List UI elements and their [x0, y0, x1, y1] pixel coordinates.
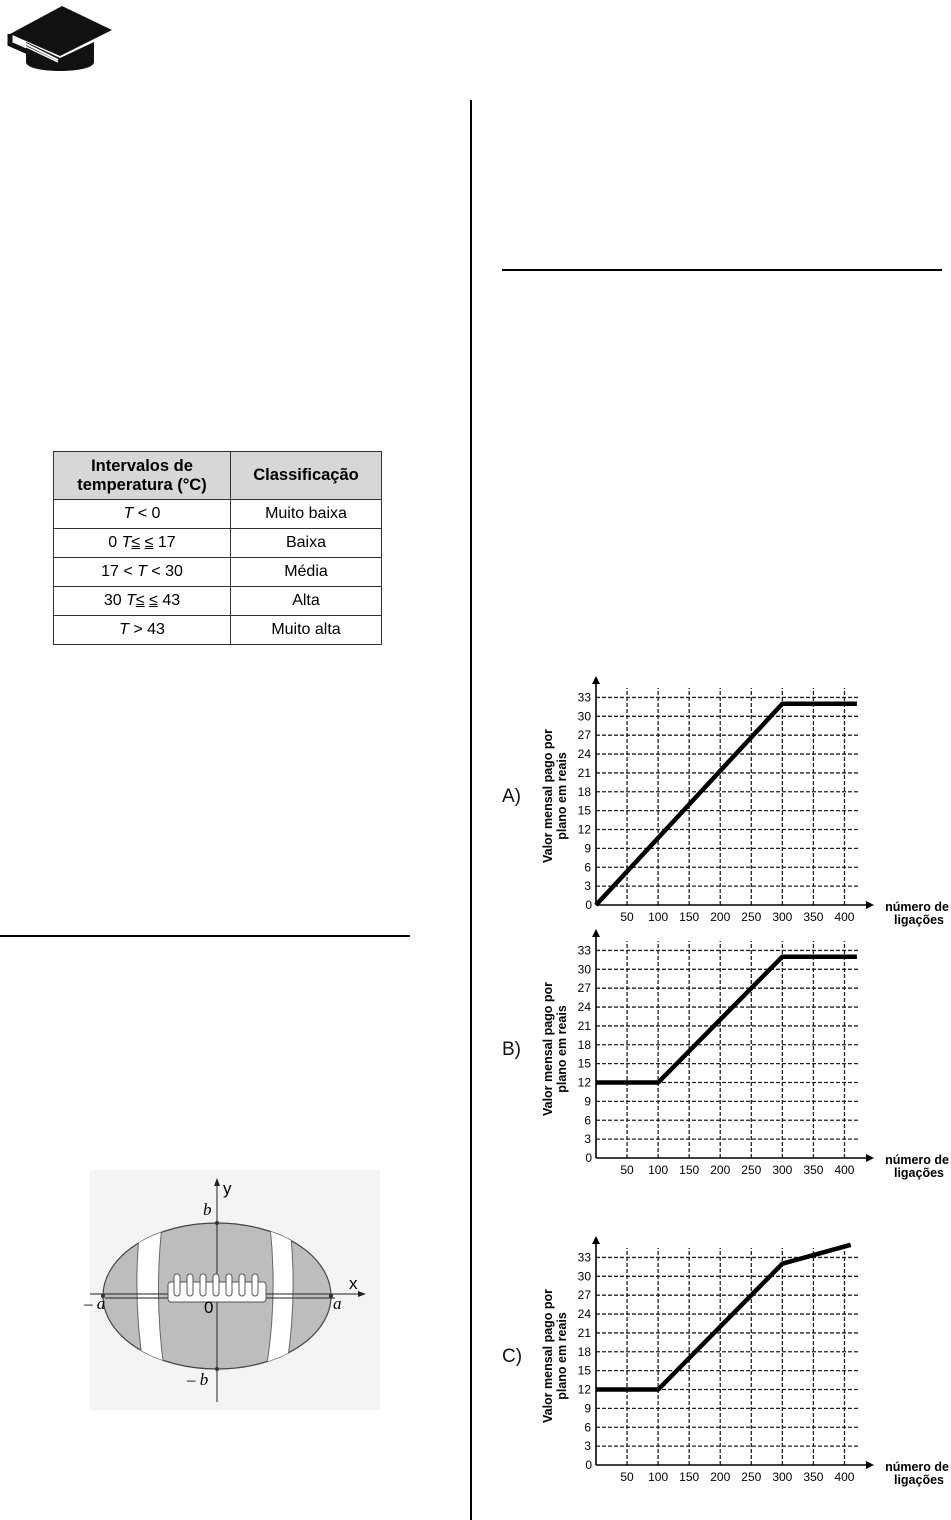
y-tick-label: 9 [584, 1094, 591, 1109]
section-rule-left [0, 935, 410, 937]
x-tick-label: 100 [648, 1163, 669, 1177]
x-tick-label: 50 [620, 910, 634, 924]
classification-cell: Baixa [231, 529, 382, 558]
table-row [54, 616, 382, 645]
y-axis-label-line2: plano em reais [555, 1312, 569, 1400]
x-axis-arrow [866, 1154, 874, 1162]
y-tick-label: 6 [584, 1113, 591, 1128]
chart-svg [500, 925, 951, 1180]
y-axis-label [541, 982, 569, 1116]
x-tick-label: 250 [741, 1470, 762, 1484]
origin-label: 0 [585, 1151, 592, 1165]
table-row [54, 529, 382, 558]
y-tick-label: 6 [584, 1420, 591, 1435]
x-tick-label: 250 [741, 1163, 762, 1177]
label-y: y [223, 1179, 232, 1198]
x-tick-label: 350 [803, 1163, 824, 1177]
temperature-classification-table [53, 451, 382, 645]
x-axis-arrow [866, 1461, 874, 1469]
y-tick-label: 3 [584, 1132, 591, 1147]
origin-label: 0 [585, 1458, 592, 1472]
table-row [54, 500, 382, 529]
x-tick-label: 50 [620, 1163, 634, 1177]
y-tick-label: 30 [577, 962, 591, 977]
y-tick-label: 15 [577, 1056, 591, 1071]
label-neg-a: – a [84, 1294, 106, 1313]
label-x: x [349, 1274, 358, 1293]
y-axis-label-line1: Valor mensal pago por [541, 728, 555, 864]
x-tick-label: 400 [834, 1163, 855, 1177]
y-axis-arrow [592, 676, 600, 684]
x-axis-label-line2: ligações [893, 1473, 944, 1487]
chart-option-b [500, 925, 951, 1180]
y-axis-label-line1: Valor mensal pago por [541, 981, 555, 1117]
label-neg-b: – b [187, 1370, 209, 1389]
header-intervals [54, 452, 231, 500]
series-line [596, 1245, 851, 1390]
x-tick-label: 100 [648, 1470, 669, 1484]
x-tick-label: 250 [741, 910, 762, 924]
y-tick-label: 9 [584, 1401, 591, 1416]
y-tick-label: 33 [577, 1250, 591, 1265]
y-tick-label: 12 [577, 822, 591, 837]
y-tick-label: 15 [577, 1363, 591, 1378]
y-tick-label: 21 [577, 765, 591, 780]
x-tick-label: 350 [803, 1470, 824, 1484]
x-tick-label: 200 [710, 1470, 731, 1484]
x-tick-label: 300 [772, 1470, 793, 1484]
y-tick-label: 30 [577, 709, 591, 724]
y-tick-label: 3 [584, 879, 591, 894]
interval-cell: 0 T≤ ≤ 17 [54, 529, 231, 558]
y-axis-label-line2: plano em reais [555, 1005, 569, 1093]
x-tick-label: 300 [772, 910, 793, 924]
y-tick-label: 12 [577, 1075, 591, 1090]
y-tick-label: 18 [577, 1344, 591, 1359]
interval-cell: T > 43 [54, 616, 231, 645]
y-axis-arrow [592, 929, 600, 937]
interval-cell: 17 < T < 30 [54, 558, 231, 587]
x-tick-label: 350 [803, 910, 824, 924]
section-rule-right [502, 269, 942, 271]
chart-svg [500, 1232, 951, 1487]
x-tick-label: 50 [620, 1470, 634, 1484]
y-tick-label: 27 [577, 981, 591, 996]
option-label: C) [502, 1346, 523, 1367]
label-a: a [333, 1294, 342, 1313]
option-label: B) [502, 1039, 521, 1060]
x-axis-label-line2: ligações [893, 913, 944, 927]
table-row [54, 558, 382, 587]
column-divider [470, 100, 472, 1520]
classification-cell: Alta [231, 587, 382, 616]
x-tick-label: 300 [772, 1163, 793, 1177]
y-tick-label: 27 [577, 728, 591, 743]
y-tick-label: 3 [584, 1439, 591, 1454]
y-axis-label [541, 729, 569, 863]
series-line [596, 704, 857, 905]
x-axis-arrow [866, 901, 874, 909]
header-intervals-text: Intervalos de temperatura (°C) [77, 456, 207, 494]
y-tick-label: 24 [577, 1000, 591, 1015]
x-tick-label: 200 [710, 910, 731, 924]
y-axis-label [541, 1289, 569, 1423]
x-axis-label-line1: número de [885, 900, 949, 914]
y-tick-label: 33 [577, 943, 591, 958]
option-label: A) [502, 786, 521, 807]
y-tick-label: 30 [577, 1269, 591, 1284]
x-axis-label-line2: ligações [893, 1166, 944, 1180]
y-tick-label: 24 [577, 1307, 591, 1322]
x-tick-label: 150 [679, 1470, 700, 1484]
table-row [54, 587, 382, 616]
y-tick-label: 9 [584, 841, 591, 856]
classification-cell: Muito baixa [231, 500, 382, 529]
interval-cell: T < 0 [54, 500, 231, 529]
x-tick-label: 200 [710, 1163, 731, 1177]
x-axis-label-line1: número de [885, 1153, 949, 1167]
y-axis-label-line2: plano em reais [555, 752, 569, 840]
chart-option-a [500, 672, 951, 927]
y-tick-label: 18 [577, 784, 591, 799]
y-tick-label: 18 [577, 1037, 591, 1052]
y-tick-label: 6 [584, 860, 591, 875]
football-ellipse-figure [84, 1170, 380, 1410]
y-tick-label: 21 [577, 1018, 591, 1033]
classification-cell: Muito alta [231, 616, 382, 645]
chart-svg [500, 672, 951, 927]
x-tick-label: 100 [648, 910, 669, 924]
interval-cell: 30 T≤ ≤ 43 [54, 587, 231, 616]
x-tick-label: 150 [679, 910, 700, 924]
label-b: b [203, 1200, 212, 1219]
table-header-row [54, 452, 382, 500]
y-axis-arrow [592, 1236, 600, 1244]
graduation-cap-book-icon [6, 4, 114, 76]
y-tick-label: 21 [577, 1325, 591, 1340]
classification-cell: Média [231, 558, 382, 587]
label-origin: 0 [204, 1298, 214, 1317]
x-tick-label: 400 [834, 910, 855, 924]
origin-label: 0 [585, 898, 592, 912]
y-tick-label: 33 [577, 690, 591, 705]
x-tick-label: 400 [834, 1470, 855, 1484]
y-axis-label-line1: Valor mensal pago por [541, 1288, 555, 1424]
y-tick-label: 27 [577, 1288, 591, 1303]
y-tick-label: 15 [577, 803, 591, 818]
x-tick-label: 150 [679, 1163, 700, 1177]
y-tick-label: 24 [577, 747, 591, 762]
y-tick-label: 12 [577, 1382, 591, 1397]
chart-option-c [500, 1232, 951, 1487]
header-classification: Classificação [231, 452, 382, 500]
x-axis-label-line1: número de [885, 1460, 949, 1474]
